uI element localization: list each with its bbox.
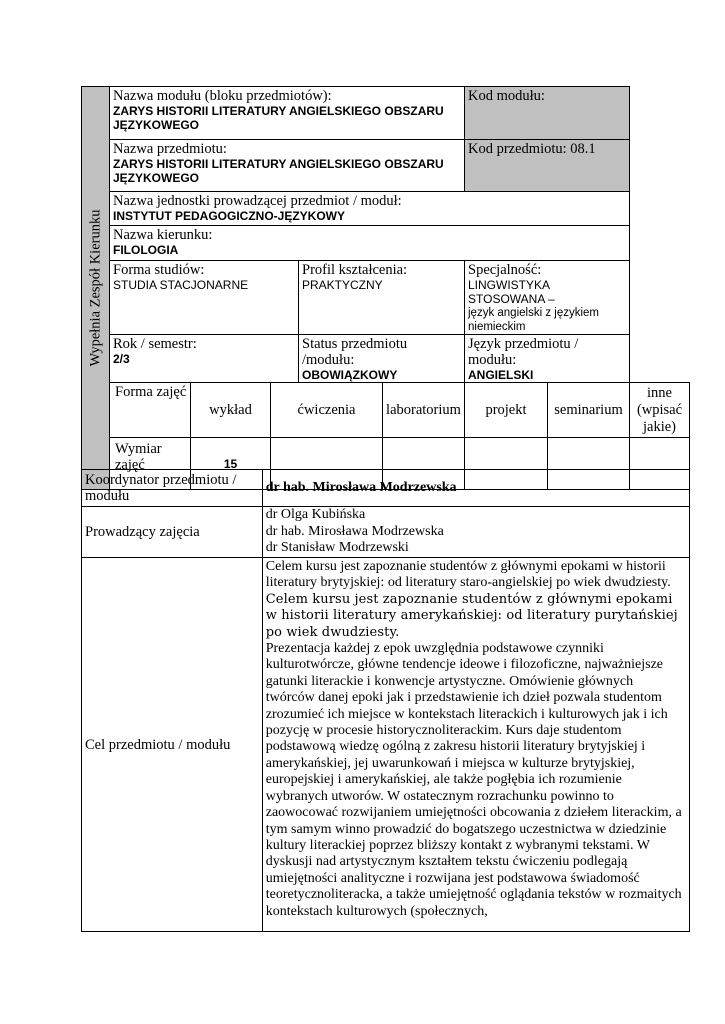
teachers-label: Prowadzący zajęcia: [82, 507, 263, 558]
module-name-label: Nazwa modułu (bloku przedmiotów):: [113, 88, 332, 104]
study-form-cell: [110, 261, 299, 335]
goal-part-1: Celem kursu jest zapoznanie studentów z głównymi epokami w historii literatury brytyjskiej: od literatury staro-angielskiej po wiek dwudziesty.: [265, 559, 671, 591]
goal-part-2: Celem kursu jest zapoznanie studentów z głównymi epokami w historii literatury amerykańskiej: od literatury purytańskiej po wiek dwudziesty.: [265, 591, 678, 640]
goal-label: Cel przedmiotu / modułu: [82, 558, 263, 932]
class-type-other: inne (wpisać jakie): [630, 383, 690, 438]
module-name-value: ZARYS HISTORII LITERATURY ANGIELSKIEGO OBSZARU JĘZYKOWEGO: [113, 104, 444, 132]
module-info-table: [81, 86, 690, 490]
field-label: Nazwa kierunku:: [113, 227, 213, 243]
goal-text: [262, 558, 689, 932]
field-value: FILOLOGIA: [113, 243, 179, 257]
coordinator-label: Koordynator przedmiotu / modułu: [82, 470, 263, 507]
coordinator-value: dr hab. Mirosława Modrzewska: [262, 470, 689, 507]
unit-label: Nazwa jednostki prowadzącej przedmiot / moduł:: [113, 193, 402, 209]
forms-label: Forma zajęć: [115, 384, 187, 400]
profile-cell: [299, 261, 465, 335]
subject-code-label: Kod przedmiotu: 08.1: [468, 141, 596, 157]
teacher-2: dr hab. Mirosława Modrzewska: [265, 523, 444, 539]
year-label: Rok / semestr:: [113, 336, 197, 352]
module-name-cell: [110, 87, 465, 140]
status-label: Status przedmiotu /modułu:: [302, 336, 408, 368]
class-type-lecture: wykład: [191, 383, 271, 438]
language-label: Język przedmiotu / modułu:: [468, 336, 579, 368]
study-form-label: Forma studiów:: [113, 262, 205, 278]
year-value: 2/3: [113, 352, 130, 366]
side-label: Wypełnia Zespół Kierunku: [87, 209, 103, 367]
module-code-cell: [465, 87, 630, 140]
study-form-value: STUDIA STACJONARNE: [113, 278, 249, 292]
field-cell: [110, 226, 630, 261]
specialty-value-1: LINGWISTYKA STOSOWANA –: [468, 278, 555, 306]
hours-lecture: 15: [191, 438, 271, 490]
year-cell: [110, 335, 299, 383]
status-cell: [299, 335, 465, 383]
module-code-label: Kod modułu:: [468, 88, 545, 104]
class-type-project: projekt: [465, 383, 548, 438]
hours-label: Wymiar zajęć: [115, 441, 162, 473]
teachers-list: [262, 507, 689, 558]
subject-name-cell: [110, 140, 465, 192]
specialty-label: Specjalność:: [468, 262, 542, 278]
specialty-value-2: język angielski z językiem niemieckim: [468, 307, 600, 333]
subject-name-label: Nazwa przedmiotu:: [113, 141, 227, 157]
goal-part-3: Prezentacja każdej z epok uwzględnia podstawowe czynniki kulturotwórcze, główne tendencje ideowe i filozoficzne, najważniejsze gatunki literackie i konwencje artystyczne. Omówienie głównych twórców danej epoki jak i przedstawienie ich dzieł pozwala studentom zrozumieć ich miejsce w kontekstach literackich i kulturowych jak i ich pozycję w procesie historycznoliterackim. Kurs daje studentom podstawową wiedzę ogólną z zakresu historii literatury brytyjskiej i amerykańskiej, jej uwarunkowań i miejsca w kulturze brytyjskiej, europejskiej i amerykańskiej, ale także pogłębia ich rozumienie wybranych utworów. W ostatecznym rozrachunku powinno to zaowocować rozwijaniem umiejętności obcowania z dziełem literackim, a tym samym winno prowadzić do bogatszego uczestnictwa w dziedzinie kultury literackiej poprzez bliższy kontakt z wybranymi tekstami. W dyskusji nad artystycznym kształtem tekstu ćwiczeniu podlegają umiejętności analityczne i rozwijana jest podstawowa świadomość teoretycznoliteracka, a także umiejętność oglądania tekstów w rozmaitych kontekstach kulturowych (społecznych,: [265, 641, 682, 919]
language-value: ANGIELSKI: [468, 368, 534, 382]
side-label-cell: [82, 87, 110, 490]
course-details-table: [81, 469, 690, 932]
specialty-cell: [465, 261, 630, 335]
language-cell: [465, 335, 630, 383]
unit-cell: [110, 192, 630, 226]
forms-label-cell: [110, 383, 191, 438]
profile-label: Profil kształcenia:: [302, 262, 408, 278]
class-type-seminar: seminarium: [548, 383, 630, 438]
status-value: OBOWIĄZKOWY: [302, 368, 398, 382]
class-type-exercises: ćwiczenia: [271, 383, 383, 438]
class-type-laboratory: laboratorium: [383, 383, 465, 438]
profile-value: PRAKTYCZNY: [302, 278, 383, 292]
subject-name-value: ZARYS HISTORII LITERATURY ANGIELSKIEGO OBSZARU JĘZYKOWEGO: [113, 157, 444, 185]
teacher-1: dr Olga Kubińska: [265, 507, 366, 522]
teacher-3: dr Stanisław Modrzewski: [265, 540, 409, 555]
unit-value: INSTYTUT PEDAGOGICZNO-JĘZYKOWY: [113, 209, 346, 223]
subject-code-cell: [465, 140, 630, 192]
